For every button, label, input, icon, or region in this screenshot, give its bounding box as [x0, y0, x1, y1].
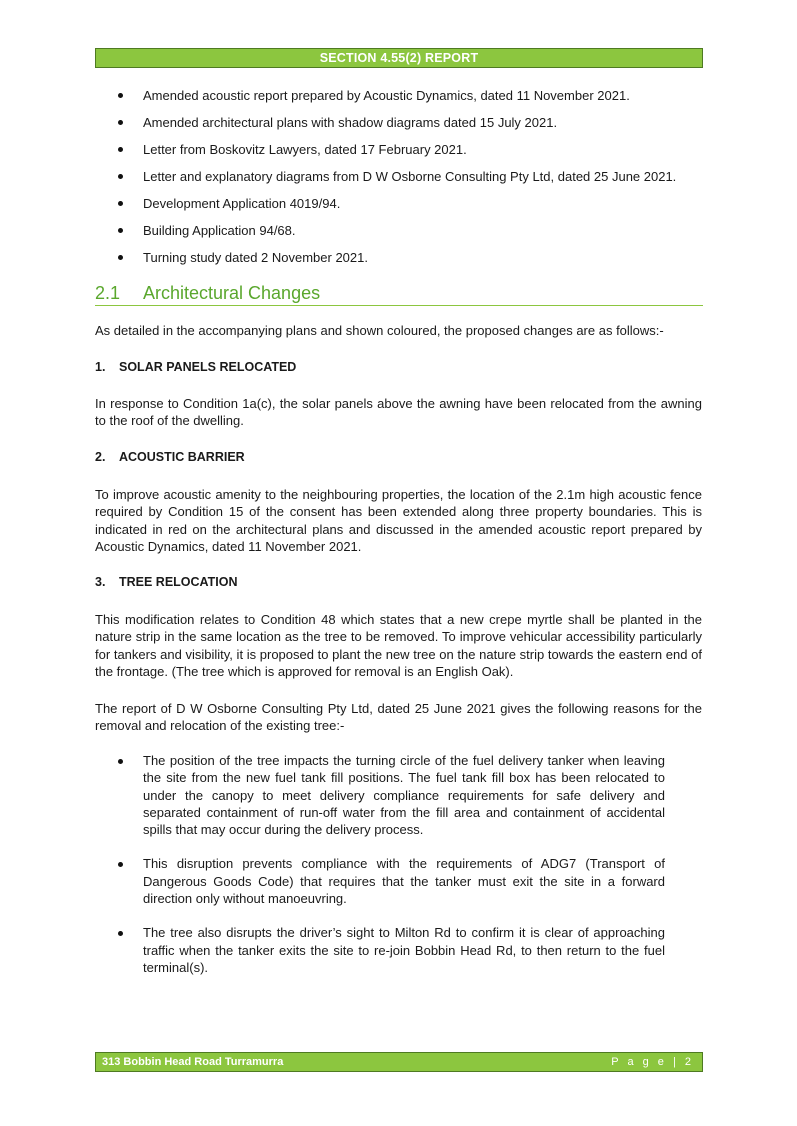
change-number: 1. — [95, 360, 106, 374]
report-title: SECTION 4.55(2) REPORT — [319, 51, 479, 65]
list-item: Building Application 94/68. — [95, 221, 715, 248]
list-item: This disruption prevents compliance with the requirements of ADG7 (Transport of Dangerous Goods Code) that requires that the tanker must exit the site in a forward direction only without manoeuvring. — [95, 855, 665, 907]
change-heading-acoustic — [95, 449, 245, 466]
report-header-bar — [95, 48, 703, 68]
section-title: Architectural Changes — [143, 283, 321, 303]
list-item: The tree also disrupts the driver’s sight to Milton Rd to confirm it is clear of approaching traffic when the tanker exits the site to re-join Bobbin Head Rd, to then return to the fuel terminal(s). — [95, 924, 665, 976]
change-heading-solar — [95, 359, 296, 376]
list-item: Letter from Boskovitz Lawyers, dated 17 February 2021. — [95, 140, 715, 167]
page-number: P a g e | 2 — [611, 1056, 694, 1068]
change-text-tree-report: The report of D W Osborne Consulting Pty Ltd, dated 25 June 2021 gives the following reasons for the removal and relocation of the existing tree:- — [95, 701, 702, 734]
list-item: Turning study dated 2 November 2021. — [95, 248, 715, 275]
section-heading — [95, 281, 703, 306]
change-text-tree: This modification relates to Condition 48 which states that a new crepe myrtle shall be planted in the nature strip in the same location as the tree to be removed. To improve vehicular accessibility particularly for tankers and visibility, it is proposed to plant the new tree on the nature strip towards the eastern end of the frontage. (The tree which is approved for removal is an English Oak). — [95, 612, 702, 679]
change-number: 2. — [95, 450, 106, 464]
section-intro: As detailed in the accompanying plans and shown coloured, the proposed changes are as follows:- — [95, 323, 664, 338]
footer-address: 313 Bobbin Head Road Turramurra — [102, 1056, 284, 1068]
change-title: SOLAR PANELS RELOCATED — [119, 360, 297, 374]
reasons-list — [95, 752, 665, 993]
list-item: Amended architectural plans with shadow diagrams dated 15 July 2021. — [95, 113, 715, 140]
list-item: Amended acoustic report prepared by Acoustic Dynamics, dated 11 November 2021. — [95, 86, 715, 113]
footer-bar — [95, 1052, 703, 1072]
change-text-solar: In response to Condition 1a(c), the solar panels above the awning have been relocated from the awning to the roof of the dwelling. — [95, 396, 702, 429]
change-number: 3. — [95, 575, 106, 589]
change-title: ACOUSTIC BARRIER — [119, 450, 245, 464]
list-item: The position of the tree impacts the turning circle of the fuel delivery tanker when leaving the site from the new fuel tank fill positions. The fuel tank fill box has been relocated to under the canopy to meet delivery compliance requirements for safe delivery and separated containment of run-off water from the fill area and containment of accidental spills that may occur during the delivery process. — [95, 752, 665, 838]
change-title: TREE RELOCATION — [119, 575, 238, 589]
change-heading-tree — [95, 574, 238, 591]
section-number: 2.1 — [95, 283, 121, 303]
list-item: Letter and explanatory diagrams from D W Osborne Consulting Pty Ltd, dated 25 June 2021. — [95, 167, 715, 194]
change-text-acoustic: To improve acoustic amenity to the neighbouring properties, the location of the 2.1m high acoustic fence required by Condition 15 of the consent has been extended along three property boundaries. This is indicated in red on the architectural plans and discussed in the amended acoustic report prepared by Acoustic Dynamics, dated 11 November 2021. — [95, 487, 702, 554]
list-item: Development Application 4019/94. — [95, 194, 715, 221]
documents-list — [95, 86, 715, 275]
